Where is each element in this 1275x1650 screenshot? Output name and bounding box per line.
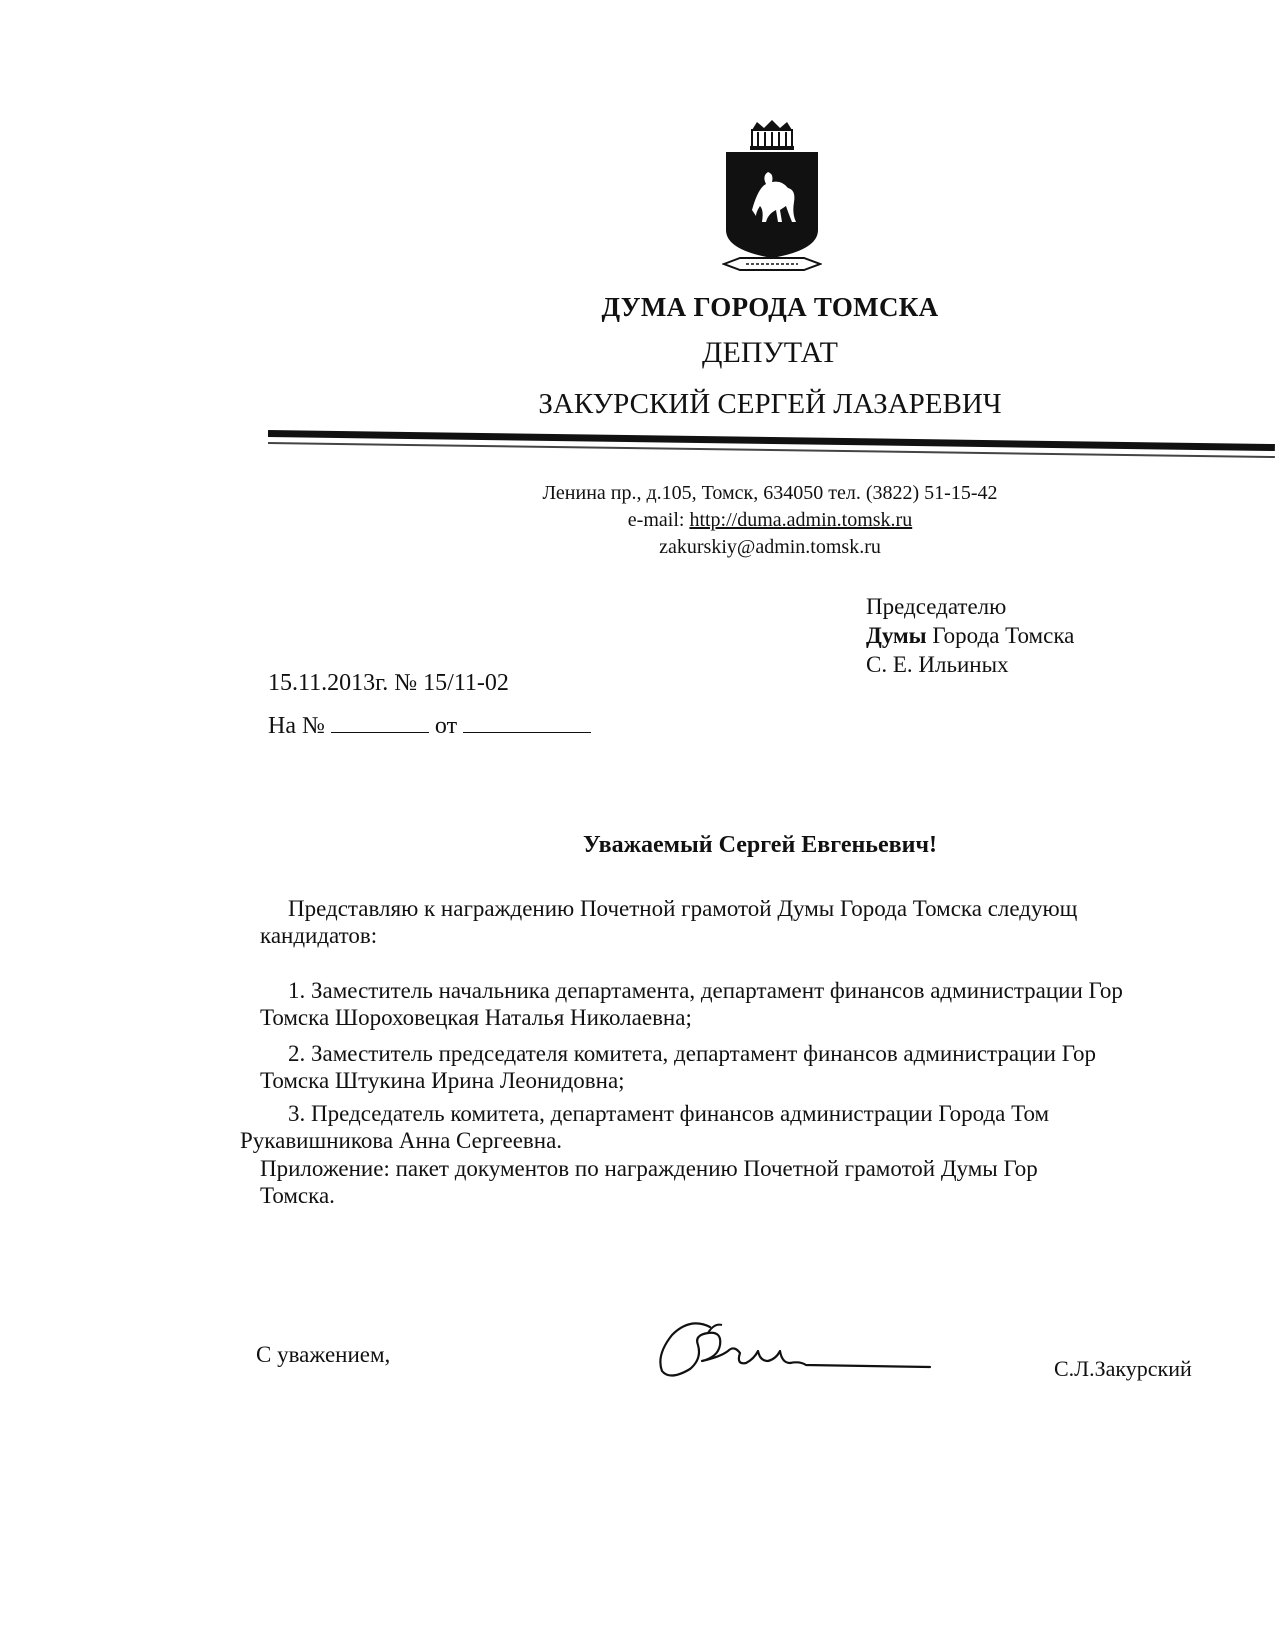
ribbon-icon [724, 258, 820, 270]
list-item-1-cont: Томска Шороховецкая Наталья Николаевна; [260, 1005, 692, 1030]
intro-line-2: кандидатов: [260, 923, 378, 948]
recipient-name: С. Е. Ильиных [866, 652, 1009, 677]
closing-regards: С уважением, [256, 1342, 391, 1367]
handwritten-signature [650, 1305, 940, 1395]
recipient-block [866, 592, 1074, 679]
crown-icon [750, 120, 794, 150]
attachment-line-2: Томска. [260, 1183, 335, 1208]
reference-from-label: от [434, 713, 458, 739]
list-item-3-cont: Рукавишникова Анна Сергеевна. [240, 1128, 563, 1153]
letter-number: № 15/11-02 [394, 670, 509, 696]
intro-line-1: Представляю к награждению Почетной грамотой Думы Города Томска следующ [288, 896, 1078, 921]
recipient-organization: Думы Города Томска [866, 623, 1075, 648]
reference-prefix: На № [268, 713, 325, 739]
shield-icon [726, 152, 818, 258]
position-title: ДЕПУТАТ [702, 336, 838, 369]
list-item-2-cont: Томска Штукина Ирина Леонидовна; [260, 1068, 625, 1093]
organization-name: ДУМА ГОРОДА ТОМСКА [601, 292, 939, 322]
recipient-title: Председателю [866, 594, 1007, 619]
email-address[interactable]: zakurskiy@admin.tomsk.ru [659, 536, 881, 558]
reference-line [268, 712, 591, 740]
salutation: Уважаемый Сергей Евгеньевич! [583, 832, 937, 858]
signer-name: С.Л.Закурский [1054, 1356, 1192, 1381]
deputy-name: ЗАКУРСКИЙ СЕРГЕЙ ЛАЗАРЕВИЧ [538, 388, 1002, 420]
letter-date: 15.11.2013г. [268, 670, 389, 696]
registration-line [268, 670, 509, 697]
website-line [420, 507, 1120, 534]
address-line: Ленина пр., д.105, Томск, 634050 тел. (3822) 51-15-42 [542, 482, 998, 504]
header-divider [268, 430, 1275, 451]
attachment-line-1: Приложение: пакет документов по награждению Почетной грамотой Думы Гор [260, 1156, 1038, 1181]
reference-number-blank [331, 712, 429, 733]
website-link[interactable]: http://duma.admin.tomsk.ru [689, 509, 913, 531]
email-label: e-mail: [627, 509, 690, 531]
coat-of-arms-emblem [722, 118, 822, 278]
list-item-2: 2. Заместитель председателя комитета, департамент финансов администрации Гор [288, 1041, 1097, 1066]
list-item-1: 1. Заместитель начальника департамента, департамент финансов администрации Гор [288, 978, 1123, 1003]
reference-date-blank [463, 712, 591, 733]
list-item-3: 3. Председатель комитета, департамент финансов администрации Города Том [288, 1101, 1050, 1126]
